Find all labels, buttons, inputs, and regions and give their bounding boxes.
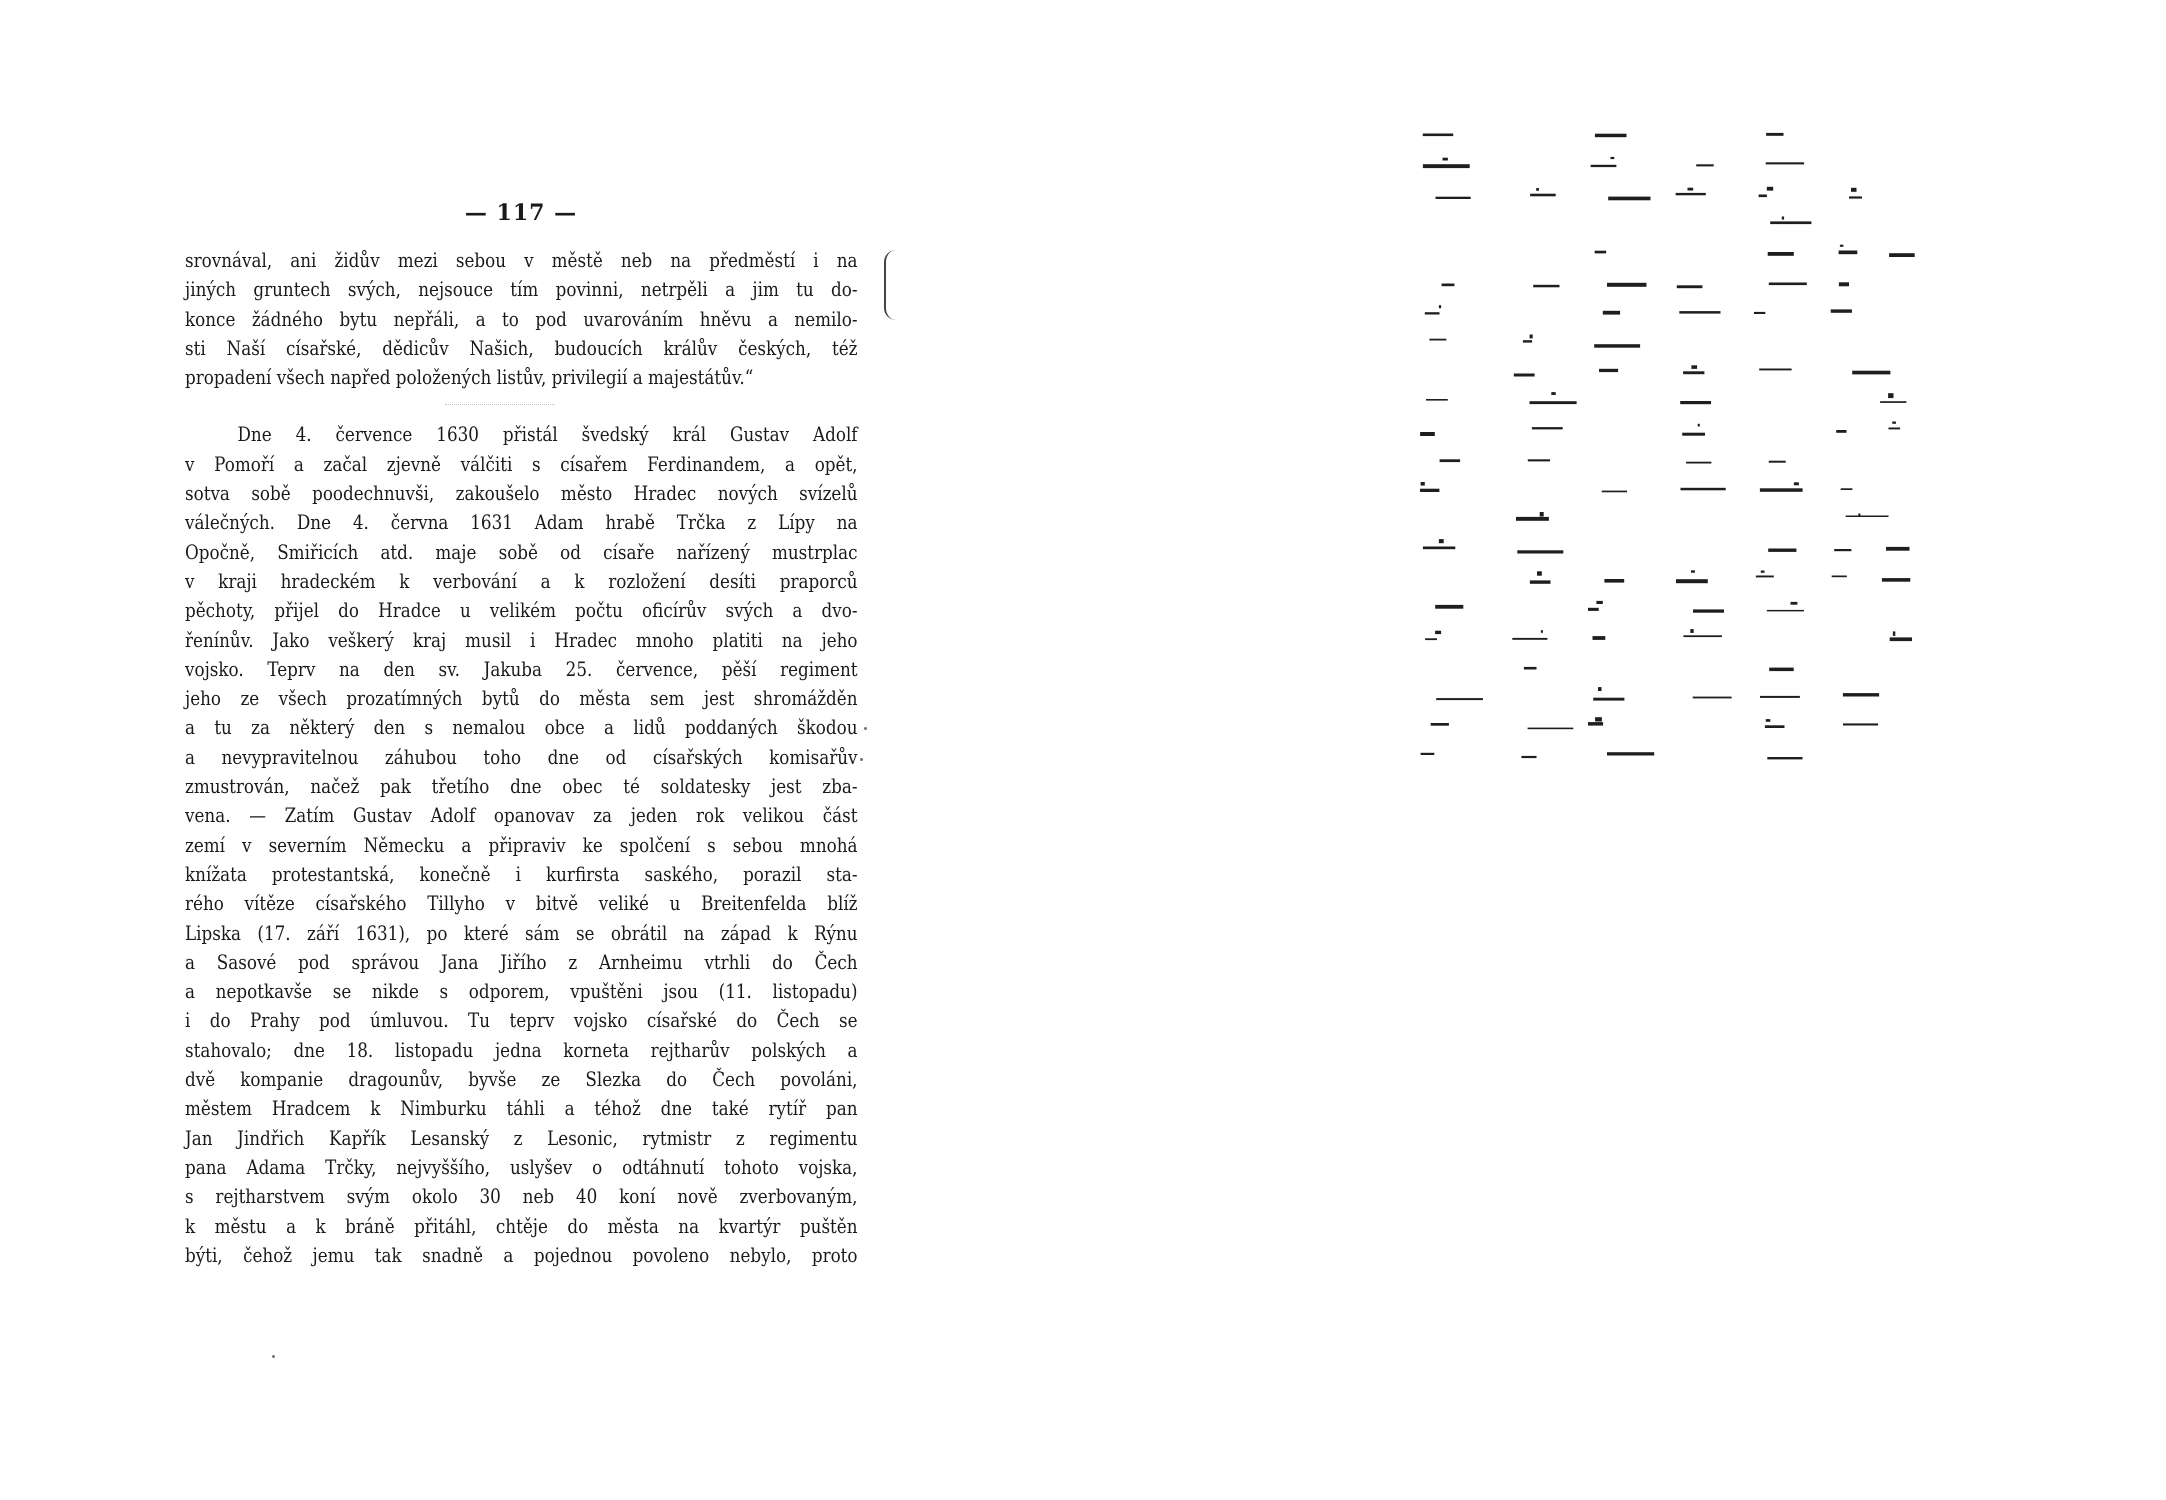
bleed-mark	[1530, 194, 1556, 197]
text-line: zmustrován, načež pak třetího dne obec té soldatesky jest zba-	[185, 775, 858, 799]
bleed-mark	[1769, 283, 1807, 286]
bleed-mark	[1516, 517, 1549, 521]
text-line: jeho ze všech prozatímných bytů do města sem jest shromážděn	[185, 687, 858, 711]
bleed-speck	[1851, 188, 1857, 192]
text-line: knížata protestantská, konečně i kurfirsta saského, porazil sta-	[185, 862, 858, 886]
bleed-speck	[1691, 365, 1697, 369]
bleed-speck	[1530, 335, 1533, 339]
bleed-mark	[1686, 462, 1711, 464]
bleed-mark	[1693, 697, 1732, 699]
bleed-mark	[1514, 374, 1535, 377]
bleed-speck	[1595, 717, 1602, 721]
bleed-mark	[1599, 369, 1618, 372]
bleed-mark	[1834, 549, 1851, 551]
text-line: a Sasové pod správou Jana Jiřího z Arnheimu vtrhli do Čech	[185, 950, 858, 974]
bleed-mark	[1593, 636, 1606, 640]
text-line: k městu a k bráně přitáhl, chtěje do města na kvartýr puštěn	[185, 1214, 858, 1238]
bleed-mark	[1681, 488, 1726, 491]
stray-dot	[272, 1355, 275, 1358]
paragraph-gap	[185, 392, 857, 420]
bleed-mark	[1836, 430, 1846, 433]
bleed-mark	[1839, 251, 1858, 255]
bleed-speck	[1767, 187, 1773, 191]
bleed-mark	[1425, 638, 1437, 640]
text-line: i do Prahy pod úmluvou. Tu teprv vojsko císařské do Čech se	[185, 1009, 858, 1033]
bleed-mark	[1769, 668, 1794, 672]
bleed-mark	[1530, 580, 1551, 583]
text-line: Dne 4. července 1630 přistál švedský král Gustav Adolf	[237, 423, 858, 447]
bleed-mark	[1679, 311, 1720, 314]
bleed-mark	[1843, 723, 1878, 725]
bleed-mark	[1889, 253, 1915, 257]
bleed-mark	[1442, 284, 1455, 287]
bleed-mark	[1530, 401, 1577, 404]
bleed-mark	[1766, 162, 1804, 164]
margin-bracket-mark	[884, 250, 896, 320]
bleed-mark	[1435, 605, 1463, 609]
bleed-mark	[1693, 609, 1724, 612]
bleed-mark	[1770, 221, 1811, 224]
bleed-speck	[1540, 512, 1544, 517]
bleed-mark	[1595, 134, 1627, 138]
bleed-speck	[1794, 482, 1799, 485]
bleed-speck	[1791, 602, 1798, 605]
bleed-mark	[1425, 312, 1440, 314]
text-line: a nepotkavše se nikde s odporem, vpuštěni jsou (11. listopadu)	[185, 980, 858, 1004]
bleed-mark	[1768, 549, 1796, 552]
text-line: v Pomoří a začal zjevně válčiti s císařem Ferdinandem, a opět,	[185, 452, 858, 476]
text-line: rého vítěze císařského Tillyho v bitvě veliké u Breitenfelda blíž	[185, 892, 858, 916]
bleed-speck	[1536, 188, 1539, 191]
bleed-mark	[1683, 371, 1704, 374]
bleed-mark	[1440, 459, 1461, 462]
bleed-mark	[1532, 427, 1563, 429]
bleedthrough-marks	[1410, 118, 1920, 798]
bleed-mark	[1593, 698, 1624, 701]
text-line: dvě kompanie dragounův, byvše ze Slezka do Čech povoláni,	[185, 1068, 858, 1092]
stray-dot	[864, 727, 867, 730]
bleed-speck	[1892, 422, 1896, 424]
bleed-mark	[1832, 576, 1847, 578]
bleed-mark	[1766, 133, 1783, 136]
bleed-mark	[1846, 516, 1889, 518]
bleed-speck	[1766, 719, 1771, 722]
bleed-mark	[1889, 428, 1901, 430]
bleed-mark	[1436, 197, 1471, 199]
bleed-speck	[1688, 188, 1694, 191]
bleed-mark	[1607, 283, 1647, 287]
text-line: v kraji hradeckém k verbování a k rozložení desíti praporců	[185, 569, 858, 593]
bleed-mark	[1595, 251, 1607, 254]
bleed-mark	[1760, 488, 1803, 492]
text-line: sotva sobě poodechnuvši, zakoušelo město Hradec nových svízelů	[185, 482, 858, 506]
bleed-mark	[1423, 547, 1455, 550]
text-line: a nevypravitelnou záhubou toho dne od císařských komisařův	[185, 745, 858, 769]
bleed-mark	[1512, 638, 1547, 640]
bleed-mark	[1528, 459, 1550, 461]
bleed-speck	[1782, 217, 1784, 220]
bleed-speck	[1691, 570, 1695, 572]
bleed-mark	[1603, 311, 1620, 315]
bleed-speck	[1537, 571, 1542, 575]
bleed-speck	[1598, 687, 1602, 691]
bleed-mark	[1420, 432, 1435, 436]
bleed-mark	[1426, 399, 1448, 401]
text-line: sti Naší císařské, dědicův Našich, budoucích králův českých, též	[185, 336, 858, 360]
bleed-speck	[1443, 158, 1448, 161]
text-line: městem Hradcem k Nimburku táhli a téhož dne také rytíř pan	[185, 1097, 858, 1121]
text-line: konce žádného bytu nepřáli, a to pod uvarováním hněvu a nemilo-	[185, 307, 858, 331]
bleed-mark	[1523, 340, 1532, 342]
text-line: zemí v severním Německu a připraviv ke spolčení s sebou mnohá	[185, 833, 858, 857]
bleed-mark	[1517, 550, 1563, 553]
bleed-speck	[1698, 424, 1700, 427]
bleed-speck	[1840, 245, 1844, 247]
bleed-mark	[1880, 401, 1906, 403]
bleed-mark	[1849, 196, 1862, 198]
bleed-mark	[1594, 344, 1640, 348]
bleed-mark	[1841, 488, 1853, 490]
bleed-mark	[1521, 756, 1536, 758]
bleed-mark	[1765, 725, 1785, 728]
text-line: stahovalo; dne 18. listopadu jedna korneta rejtharův polských a	[185, 1038, 858, 1062]
bleed-mark	[1421, 753, 1435, 755]
bleed-mark	[1420, 489, 1439, 492]
bleed-speck	[1421, 482, 1425, 486]
bleed-mark	[1524, 667, 1537, 670]
bleed-speck	[1888, 393, 1893, 398]
text-line: býti, čehož jemu tak snadně a pojednou povoleno nebylo, proto	[185, 1243, 858, 1267]
bleed-mark	[1436, 698, 1483, 700]
bleed-mark	[1423, 164, 1470, 168]
bleed-mark	[1588, 608, 1599, 611]
bleed-mark	[1423, 134, 1453, 137]
bleed-mark	[1682, 433, 1705, 436]
text-line: vojsko. Teprv na den sv. Jakuba 25. července, pěší regiment	[185, 657, 858, 681]
bleed-mark	[1533, 285, 1559, 288]
text-line: a tu za některý den s nemalou obce a lidů poddaných škodou	[185, 716, 858, 740]
bleed-mark	[1608, 197, 1650, 201]
stray-dot	[860, 758, 863, 761]
bleed-speck	[1439, 305, 1441, 308]
bleed-mark	[1607, 752, 1654, 755]
page-number: — 117 —	[464, 200, 578, 226]
bleed-mark	[1588, 722, 1603, 726]
bleed-speck	[1893, 631, 1895, 636]
bleed-speck	[1541, 630, 1543, 633]
text-line: pana Adama Trčky, nejvyššího, uslyšev o odtáhnutí tohoto vojska,	[185, 1155, 858, 1179]
left-page	[185, 200, 857, 1270]
bleed-mark	[1756, 576, 1774, 578]
bleed-mark	[1760, 696, 1800, 698]
text-line: srovnával, ani židův mezi sebou v městě neb na předměstí i na	[185, 249, 858, 272]
bleed-mark	[1431, 723, 1449, 726]
bleed-speck	[1690, 629, 1693, 633]
bleed-speck	[1611, 157, 1615, 159]
paragraph-1	[185, 246, 857, 392]
bleed-mark	[1768, 252, 1794, 256]
bleed-mark	[1677, 285, 1703, 288]
bleed-mark	[1602, 491, 1627, 493]
bleed-mark	[1890, 637, 1912, 641]
right-page-bleedthrough	[1410, 118, 1920, 798]
bleed-mark	[1591, 165, 1617, 167]
text-line: propadení všech napřed položených listův, privilegií a majestátův.“	[185, 366, 754, 390]
bleed-speck	[1761, 571, 1765, 573]
text-line: vena. — Zatím Gustav Adolf opanovav za jeden rok velikou část	[185, 804, 858, 828]
bleed-mark	[1843, 693, 1879, 696]
bleed-speck	[1435, 631, 1441, 634]
text-line: pěchoty, přijel do Hradce u velikém počtu oficírův svých a dvo-	[185, 599, 858, 623]
bleed-mark	[1754, 312, 1765, 314]
bleed-mark	[1759, 369, 1791, 371]
text-line: Opočně, Smiřicích atd. maje sobě od císaře nařízený mustrplac	[185, 540, 858, 564]
bleed-speck	[1858, 514, 1860, 516]
text-line: Jan Jindřich Kapřík Lesanský z Lesonic, rytmistr z regimentu	[185, 1126, 858, 1150]
bleed-mark	[1759, 195, 1767, 198]
bleed-mark	[1839, 282, 1849, 286]
bleed-mark	[1676, 193, 1706, 195]
text-line: řenínův. Jako veškerý kraj musil i Hradec mnoho platiti na jeho	[185, 628, 858, 652]
text-line: válečných. Dne 4. června 1631 Adam hrabě Trčka z Lípy na	[185, 511, 858, 535]
text-line: jiných gruntech svých, nejsouce tím povinni, netrpěli a jim tu do-	[185, 278, 858, 302]
bleed-speck	[1596, 601, 1602, 604]
bleed-speck	[1551, 392, 1555, 395]
bleed-mark	[1680, 401, 1711, 404]
bleed-mark	[1528, 728, 1574, 730]
bleed-mark	[1769, 461, 1786, 463]
bleed-mark	[1852, 371, 1890, 375]
bleed-mark	[1767, 757, 1802, 759]
bleed-mark	[1683, 635, 1722, 637]
text-line: Lipska (17. září 1631), po které sám se obrátil na západ k Rýnu	[185, 921, 858, 945]
bleed-mark	[1767, 610, 1804, 612]
bleed-mark	[1831, 309, 1852, 312]
bleed-mark	[1882, 578, 1910, 582]
bleed-mark	[1429, 339, 1446, 341]
paragraph-2	[185, 420, 857, 1270]
bleed-mark	[1886, 547, 1910, 551]
faint-rule	[445, 404, 555, 405]
bleed-mark	[1604, 579, 1624, 583]
bleed-speck	[1439, 539, 1444, 543]
bleed-mark	[1696, 164, 1714, 166]
text-line: s rejtharstvem svým okolo 30 neb 40 koní nově zverbovaným,	[185, 1185, 858, 1209]
bleed-mark	[1676, 579, 1708, 583]
